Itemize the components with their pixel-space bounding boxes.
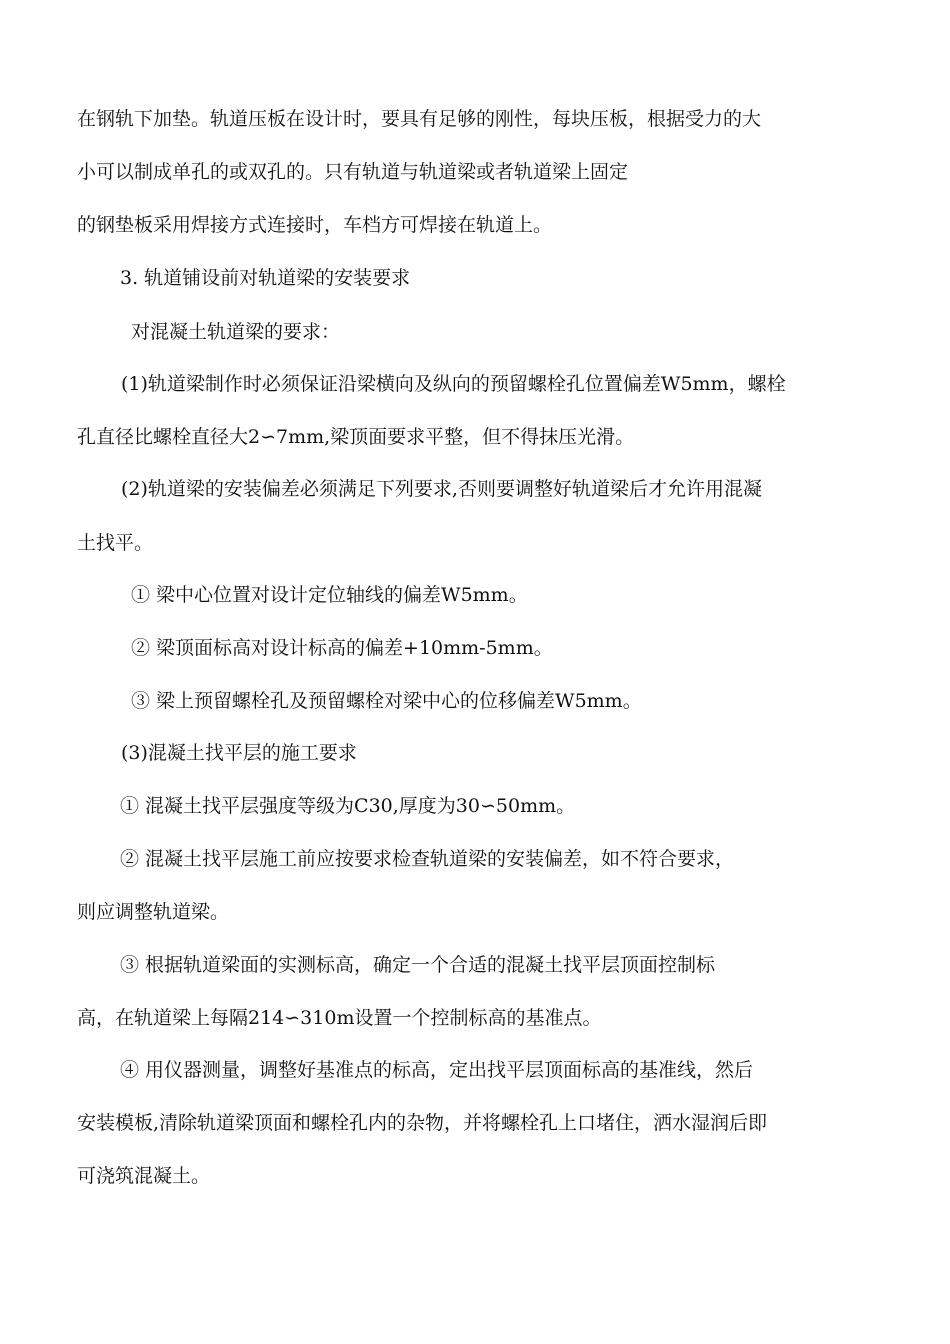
- item-3-point-1: ① 混凝土找平层强度等级为C30,厚度为30∽50mm。: [120, 795, 576, 817]
- section-heading-3: 3. 轨道铺设前对轨道梁的安装要求: [120, 267, 411, 289]
- subitem-circle-3: ③ 梁上预留螺栓孔及预留螺栓对梁中心的位移偏差W5mm。: [131, 690, 642, 712]
- text-line-3: 的钢垫板采用焊接方式连接时，车档方可焊接在轨道上。: [77, 214, 553, 236]
- subheading-concrete-beam: 对混凝土轨道梁的要求：: [131, 321, 341, 343]
- item-2-line-1: (2)轨道梁的安装偏差必须满足下列要求,否则要调整好轨道梁后才允许用混凝: [121, 478, 762, 500]
- item-1-line-1: (1)轨道梁制作时必须保证沿梁横向及纵向的预留螺栓孔位置偏差W5mm，螺栓: [121, 373, 786, 395]
- item-2-line-2: 土找平。: [77, 532, 154, 554]
- subitem-circle-1: ① 梁中心位置对设计定位轴线的偏差W5mm。: [131, 584, 528, 606]
- text-line-1: 在钢轨下加垫。轨道压板在设计时，要具有足够的刚性，每块压板，根据受力的大: [77, 108, 762, 130]
- item-1-line-2: 孔直径比螺栓直径大2∽7mm,梁顶面要求平整，但不得抹压光滑。: [77, 426, 635, 448]
- item-3-heading: (3)混凝土找平层的施工要求: [121, 742, 357, 764]
- text-line-2: 小可以制成单孔的或双孔的。只有轨道与轨道梁或者轨道梁上固定: [77, 161, 629, 183]
- item-3-point-2-line-1: ② 混凝土找平层施工前应按要求检查轨道梁的安装偏差，如不符合要求，: [120, 848, 735, 870]
- item-3-point-3-line-1: ③ 根据轨道梁面的实测标高，确定一个合适的混凝土找平层顶面控制标: [120, 954, 716, 976]
- item-3-point-4-line-3: 可浇筑混凝土。: [77, 1165, 211, 1187]
- item-3-point-2-line-2: 则应调整轨道梁。: [77, 901, 230, 923]
- subitem-circle-2: ② 梁顶面标高对设计标高的偏差+10mm-5mm。: [131, 637, 553, 659]
- item-3-point-3-line-2: 高，在轨道梁上每隔214∽310m设置一个控制标高的基准点。: [77, 1007, 602, 1029]
- item-3-point-4-line-2: 安装模板,清除轨道梁顶面和螺栓孔内的杂物，并将螺栓孔上口堵住，洒水湿润后即: [77, 1112, 768, 1134]
- item-3-point-4-line-1: ④ 用仪器测量，调整好基准点的标高，定出找平层顶面标高的基准线，然后: [120, 1059, 754, 1081]
